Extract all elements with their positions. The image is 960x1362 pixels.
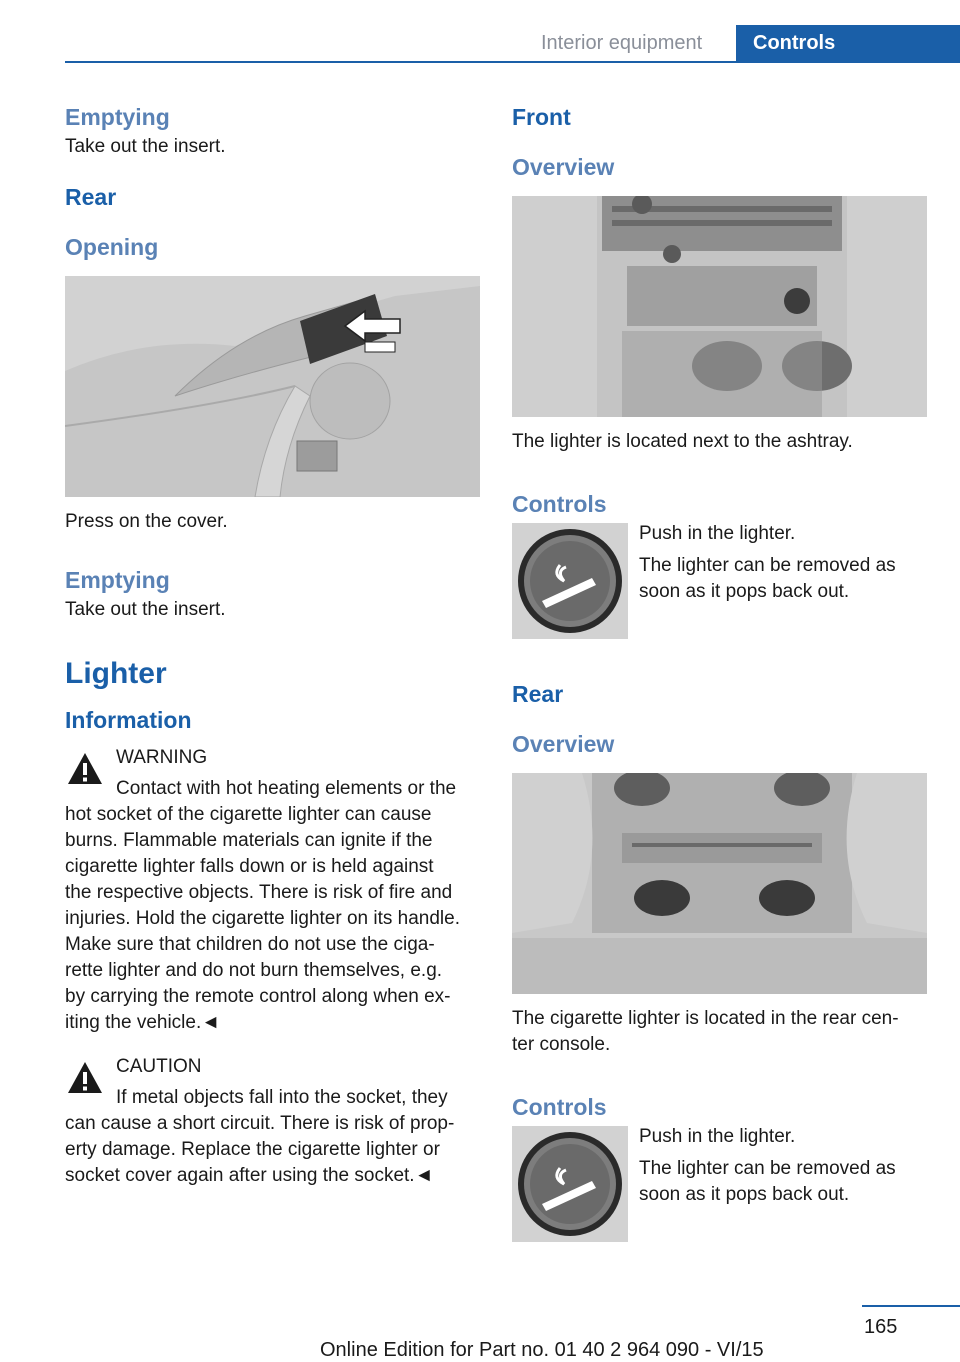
front-controls-text bbox=[639, 521, 929, 605]
emptying-heading-2: Emptying bbox=[65, 567, 170, 593]
warning-line: the respective objects. There is risk of fire and bbox=[65, 882, 453, 903]
press-cover-text: Press on the cover. bbox=[65, 511, 228, 532]
lighter-heading: Lighter bbox=[65, 657, 167, 690]
caution-label: CAUTION bbox=[116, 1056, 202, 1077]
caution-line: erty damage. Replace the cigarette lighter or bbox=[65, 1139, 440, 1160]
remove-lighter-text: The lighter can be removed as bbox=[639, 555, 896, 576]
remove-lighter-text: soon as it pops back out. bbox=[639, 581, 850, 602]
header-section-title: Interior equipment bbox=[541, 32, 703, 54]
rear-controls-block bbox=[512, 1126, 930, 1252]
information-heading: Information bbox=[65, 707, 192, 733]
warning-line: by carrying the remote control along when ex- bbox=[65, 986, 451, 1007]
rear-console-photo bbox=[512, 773, 927, 994]
lighter-button-photo bbox=[512, 523, 628, 639]
warning-line: cigarette lighter falls down or is held against bbox=[65, 856, 434, 877]
remove-lighter-text: The lighter can be removed as bbox=[639, 1158, 896, 1179]
warning-line: injuries. Hold the cigarette lighter on its handle. bbox=[65, 908, 461, 929]
page-number: 165 bbox=[864, 1316, 898, 1338]
front-heading: Front bbox=[512, 104, 571, 130]
controls-heading-2: Controls bbox=[512, 1094, 607, 1120]
overview-heading-2: Overview bbox=[512, 731, 615, 757]
rear-heading: Rear bbox=[65, 184, 117, 210]
warning-line: hot socket of the cigarette lighter can cause bbox=[65, 804, 432, 825]
push-lighter-text: Push in the lighter. bbox=[639, 523, 796, 544]
overview-heading: Overview bbox=[512, 154, 615, 180]
push-lighter-text: Push in the lighter. bbox=[639, 1126, 796, 1147]
warning-label: WARNING bbox=[116, 747, 208, 768]
controls-heading: Controls bbox=[512, 491, 607, 517]
opening-heading: Opening bbox=[65, 234, 159, 260]
door-armrest-photo bbox=[65, 276, 480, 497]
footer-rule bbox=[862, 1305, 960, 1307]
emptying-text: Take out the insert. bbox=[65, 136, 226, 157]
warning-block bbox=[65, 745, 483, 1036]
warning-line: rette lighter and do not burn themselves, e.g. bbox=[65, 960, 443, 981]
header-chapter-label: Controls bbox=[753, 32, 836, 54]
warning-line: Contact with hot heating elements or the bbox=[116, 778, 457, 799]
front-overview-caption: The lighter is located next to the ashtray. bbox=[512, 431, 853, 452]
caution-block bbox=[65, 1054, 483, 1189]
warning-line: Make sure that children do not use the ciga- bbox=[65, 934, 435, 955]
emptying-text-2: Take out the insert. bbox=[65, 599, 226, 620]
rear-overview-caption: The cigarette lighter is located in the rear cen- bbox=[512, 1008, 899, 1029]
warning-icon bbox=[65, 749, 105, 789]
rear-controls-text bbox=[639, 1124, 929, 1208]
remove-lighter-text: soon as it pops back out. bbox=[639, 1184, 850, 1205]
emptying-heading: Emptying bbox=[65, 104, 170, 130]
left-column bbox=[65, 100, 483, 1189]
caution-line: can cause a short circuit. There is risk of prop- bbox=[65, 1113, 455, 1134]
rear-overview-caption: ter console. bbox=[512, 1034, 611, 1055]
edition-line: Online Edition for Part no. 01 40 2 964 090 - VI/15 bbox=[320, 1339, 764, 1361]
front-controls-block bbox=[512, 523, 930, 649]
rear-heading-right: Rear bbox=[512, 681, 564, 707]
warning-line: burns. Flammable materials can ignite if the bbox=[65, 830, 433, 851]
header-rule bbox=[65, 61, 960, 63]
header-chapter-tab bbox=[736, 25, 960, 62]
lighter-button-photo bbox=[512, 1126, 628, 1242]
caution-icon bbox=[65, 1058, 105, 1098]
caution-line: If metal objects fall into the socket, they bbox=[116, 1087, 448, 1108]
warning-line: iting the vehicle.◄ bbox=[65, 1012, 221, 1033]
front-console-photo bbox=[512, 196, 927, 417]
right-column bbox=[512, 100, 930, 1252]
caution-line: socket cover again after using the socket.◄ bbox=[65, 1165, 434, 1186]
